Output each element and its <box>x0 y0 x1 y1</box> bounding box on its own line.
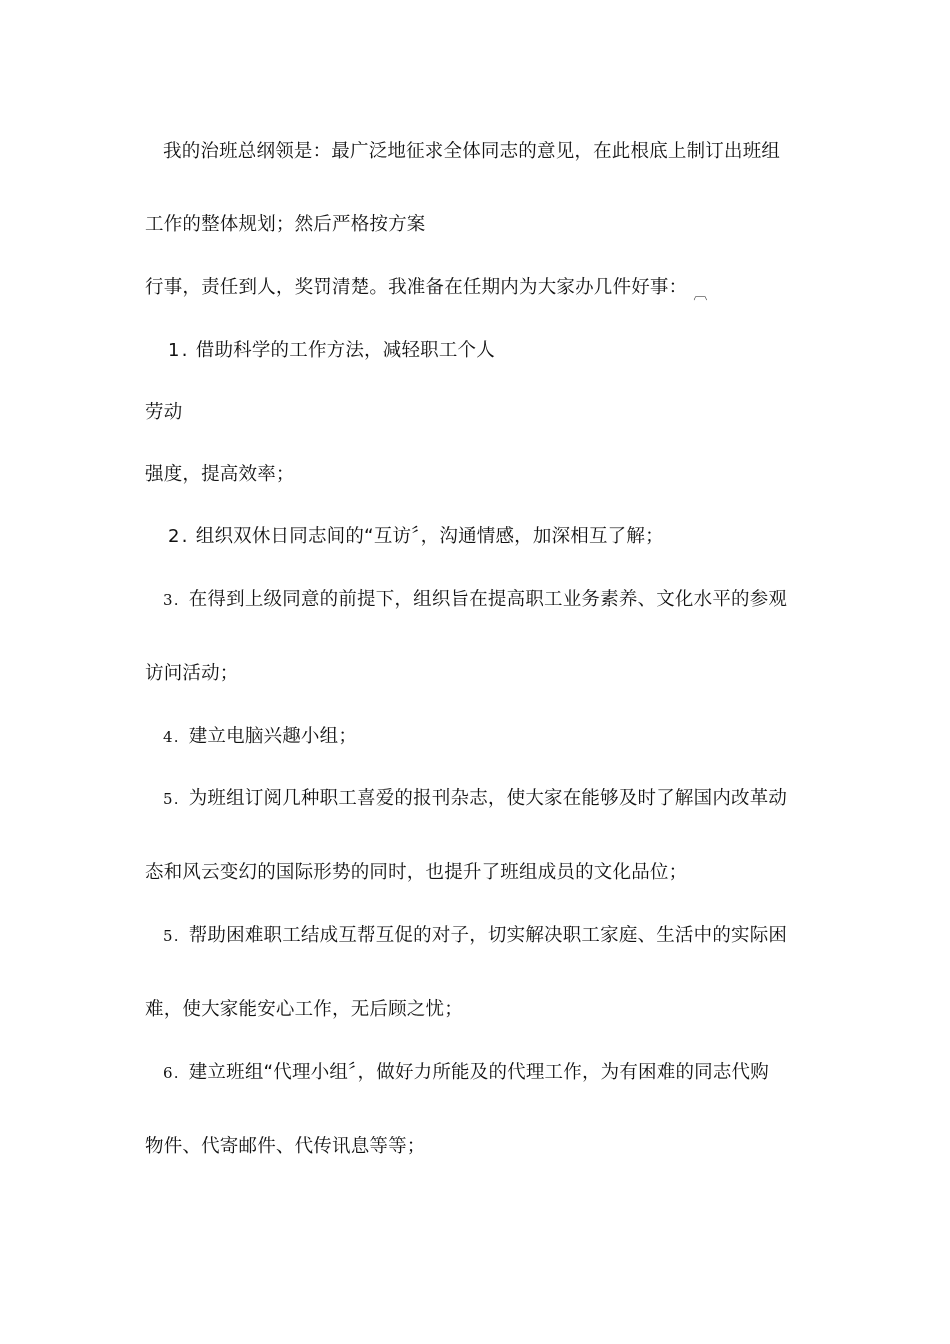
list-item-6-number: 6 <box>163 1064 173 1082</box>
list-item-3-dot: . <box>173 591 179 609</box>
paragraph-intro-line1: 我的治班总纲领是：最广泛地征求全体同志的意见，在此根底上制订出班组 <box>163 141 781 162</box>
list-item-1-line3: 强度，提高效率； <box>145 464 295 485</box>
bracket-mark: ︹ <box>693 287 708 303</box>
paragraph-intro-line3-text: 行事，责任到人，奖罚清楚。我准备在任期内为大家办几件好事： <box>145 277 688 298</box>
list-item-5-number: 5 <box>163 790 173 808</box>
list-item-4-dot: . <box>173 728 179 746</box>
list-item-5-line2: 态和风云变幻的国际形势的同时，也提升了班组成员的文化品位； <box>145 862 688 883</box>
list-item-1-line1 <box>168 339 495 363</box>
list-item-6-line2: 物件、代寄邮件、代传讯息等等； <box>145 1136 426 1157</box>
list-item-5b-text: 帮助困难职工结成互帮互促的对子，切实解决职工家庭、生活中的实际困 <box>188 925 788 946</box>
list-item-4-number: 4 <box>163 728 173 746</box>
list-item-2 <box>168 525 664 549</box>
list-item-6-line1 <box>163 1061 769 1085</box>
list-item-6-dot: . <box>173 1064 179 1082</box>
list-item-5b-line1 <box>163 924 787 948</box>
list-item-2-number: 2 <box>168 526 180 547</box>
list-item-1-line2: 劳动 <box>145 402 183 423</box>
list-item-5-dot: . <box>173 790 179 808</box>
list-item-3-line1 <box>163 588 787 612</box>
list-item-4-text: 建立电脑兴趣小组； <box>188 726 358 747</box>
list-item-3-text: 在得到上级同意的前提下，组织旨在提高职工业务素养、文化水平的参观 <box>188 589 788 610</box>
list-item-3-line2: 访问活动； <box>145 663 239 684</box>
list-item-1-text: 借助科学的工作方法，减轻职工个人 <box>195 340 495 361</box>
list-item-5b-line2: 难，使大家能安心工作，无后顾之忧； <box>145 999 463 1020</box>
list-item-5b-number: 5 <box>163 927 173 945</box>
paragraph-intro-line3 <box>145 276 708 307</box>
list-item-5-line1 <box>163 787 787 811</box>
list-item-6-text: 建立班组“代理小组〞，做好力所能及的代理工作，为有困难的同志代购 <box>188 1062 769 1083</box>
list-item-3-number: 3 <box>163 591 173 609</box>
list-item-1-dot: . <box>181 340 188 361</box>
paragraph-intro-line2: 工作的整体规划；然后严格按方案 <box>145 214 426 235</box>
list-item-5b-dot: . <box>173 927 179 945</box>
list-item-2-dot: . <box>181 526 188 547</box>
list-item-5-text: 为班组订阅几种职工喜爱的报刊杂志，使大家在能够及时了解国内改革动 <box>188 788 788 809</box>
list-item-1-number: 1 <box>168 340 180 361</box>
list-item-2-text: 组织双休日同志间的“互访〞，沟通情感，加深相互了解； <box>195 526 664 547</box>
list-item-4 <box>163 725 357 749</box>
